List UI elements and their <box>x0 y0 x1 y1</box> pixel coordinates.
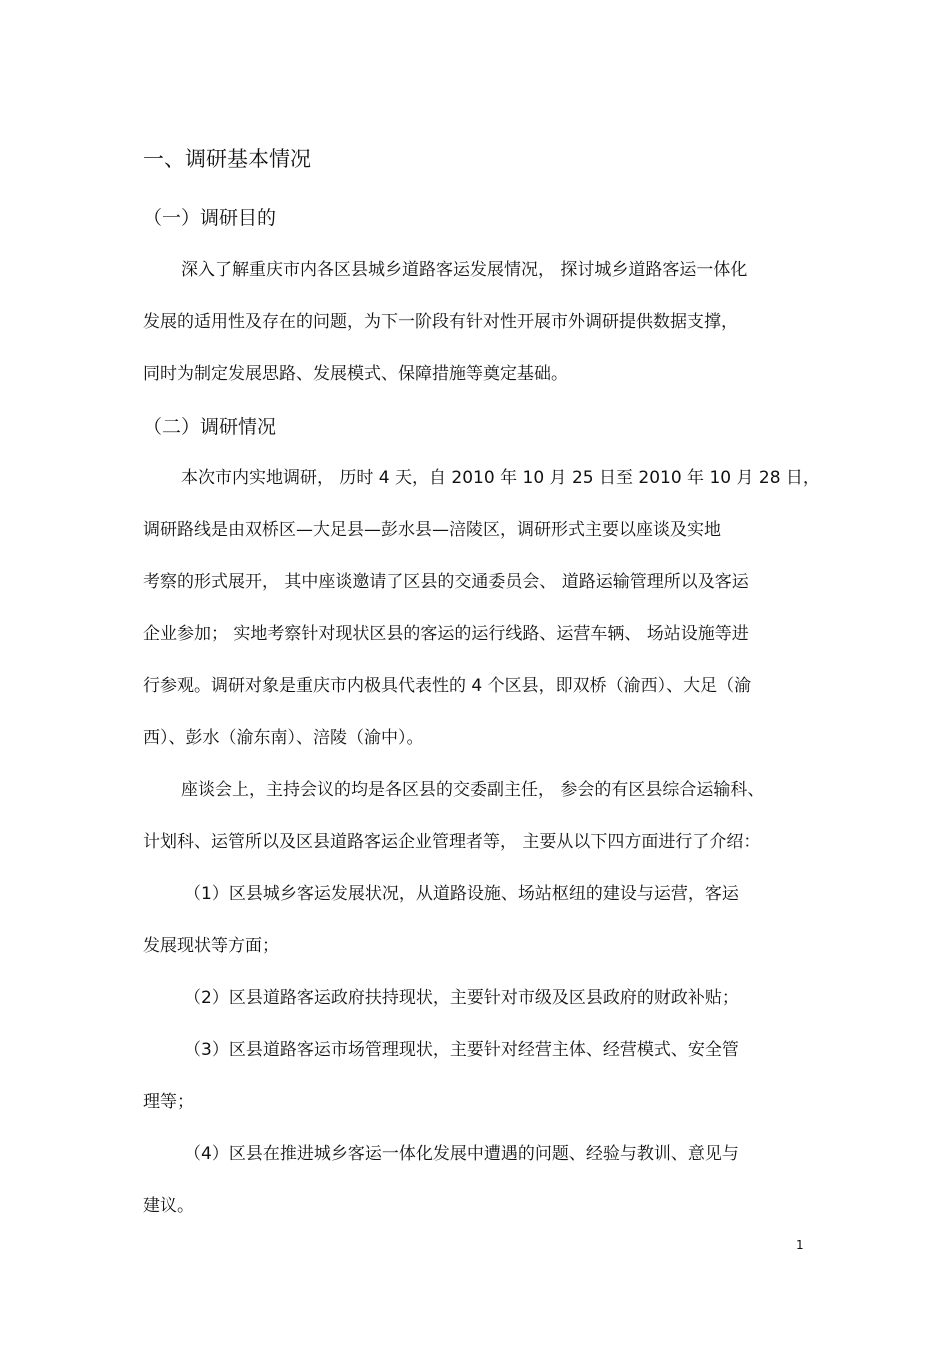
paragraph-line: 西）、彭水（渝东南）、涪陵（渝中）。 <box>143 728 424 748</box>
list-item: （1）区县城乡客运发展状况，从道路设施、场站枢纽的建设与运营，客运 <box>184 884 739 904</box>
paragraph-line: 企业参加； 实地考察针对现状区县的客运的运行线路、运营车辆、 场站设施等进 <box>143 624 749 644</box>
section-heading-situation: （二）调研情况 <box>143 416 277 438</box>
paragraph-line: 调研路线是由双桥区—大足县—彭水县—涪陵区，调研形式主要以座谈及实地 <box>143 520 721 540</box>
list-item: （2）区县道路客运政府扶持现状，主要针对市级及区县政府的财政补贴； <box>184 988 739 1008</box>
list-item-continuation: 发展现状等方面； <box>143 936 279 956</box>
list-item: （3）区县道路客运市场管理现状，主要针对经营主体、经营模式、安全管 <box>184 1040 739 1060</box>
paragraph-line: 座谈会上，主持会议的均是各区县的交委副主任， 参会的有区县综合运输科、 <box>181 780 765 800</box>
list-item: （4）区县在推进城乡客运一体化发展中遭遇的问题、经验与教训、意见与 <box>184 1144 739 1164</box>
paragraph-line: 同时为制定发展思路、发展模式、保障措施等奠定基础。 <box>143 364 568 384</box>
main-heading: 一、调研基本情况 <box>143 147 311 171</box>
paragraph-line: 考察的形式展开， 其中座谈邀请了区县的交通委员会、 道路运输管理所以及客运 <box>143 572 749 592</box>
list-item-continuation: 建议。 <box>143 1196 194 1216</box>
paragraph-line: 计划科、运管所以及区县道路客运企业管理者等， 主要从以下四方面进行了介绍： <box>143 832 761 852</box>
list-item-continuation: 理等； <box>143 1092 194 1112</box>
paragraph-line: 深入了解重庆市内各区县城乡道路客运发展情况， 探讨城乡道路客运一体化 <box>181 260 748 280</box>
paragraph-line: 本次市内实地调研， 历时 4 天，自 2010 年 10 月 25 日至 2010 年 10 月 28 日， <box>181 468 820 488</box>
section-heading-purpose: （一）调研目的 <box>143 207 277 229</box>
paragraph-line: 行参观。调研对象是重庆市内极具代表性的 4 个区县，即双桥（渝西）、大足（渝 <box>143 676 752 696</box>
paragraph-line: 发展的适用性及存在的问题，为下一阶段有针对性开展市外调研提供数据支撑， <box>143 312 738 332</box>
page-number: 1 <box>796 1238 804 1252</box>
